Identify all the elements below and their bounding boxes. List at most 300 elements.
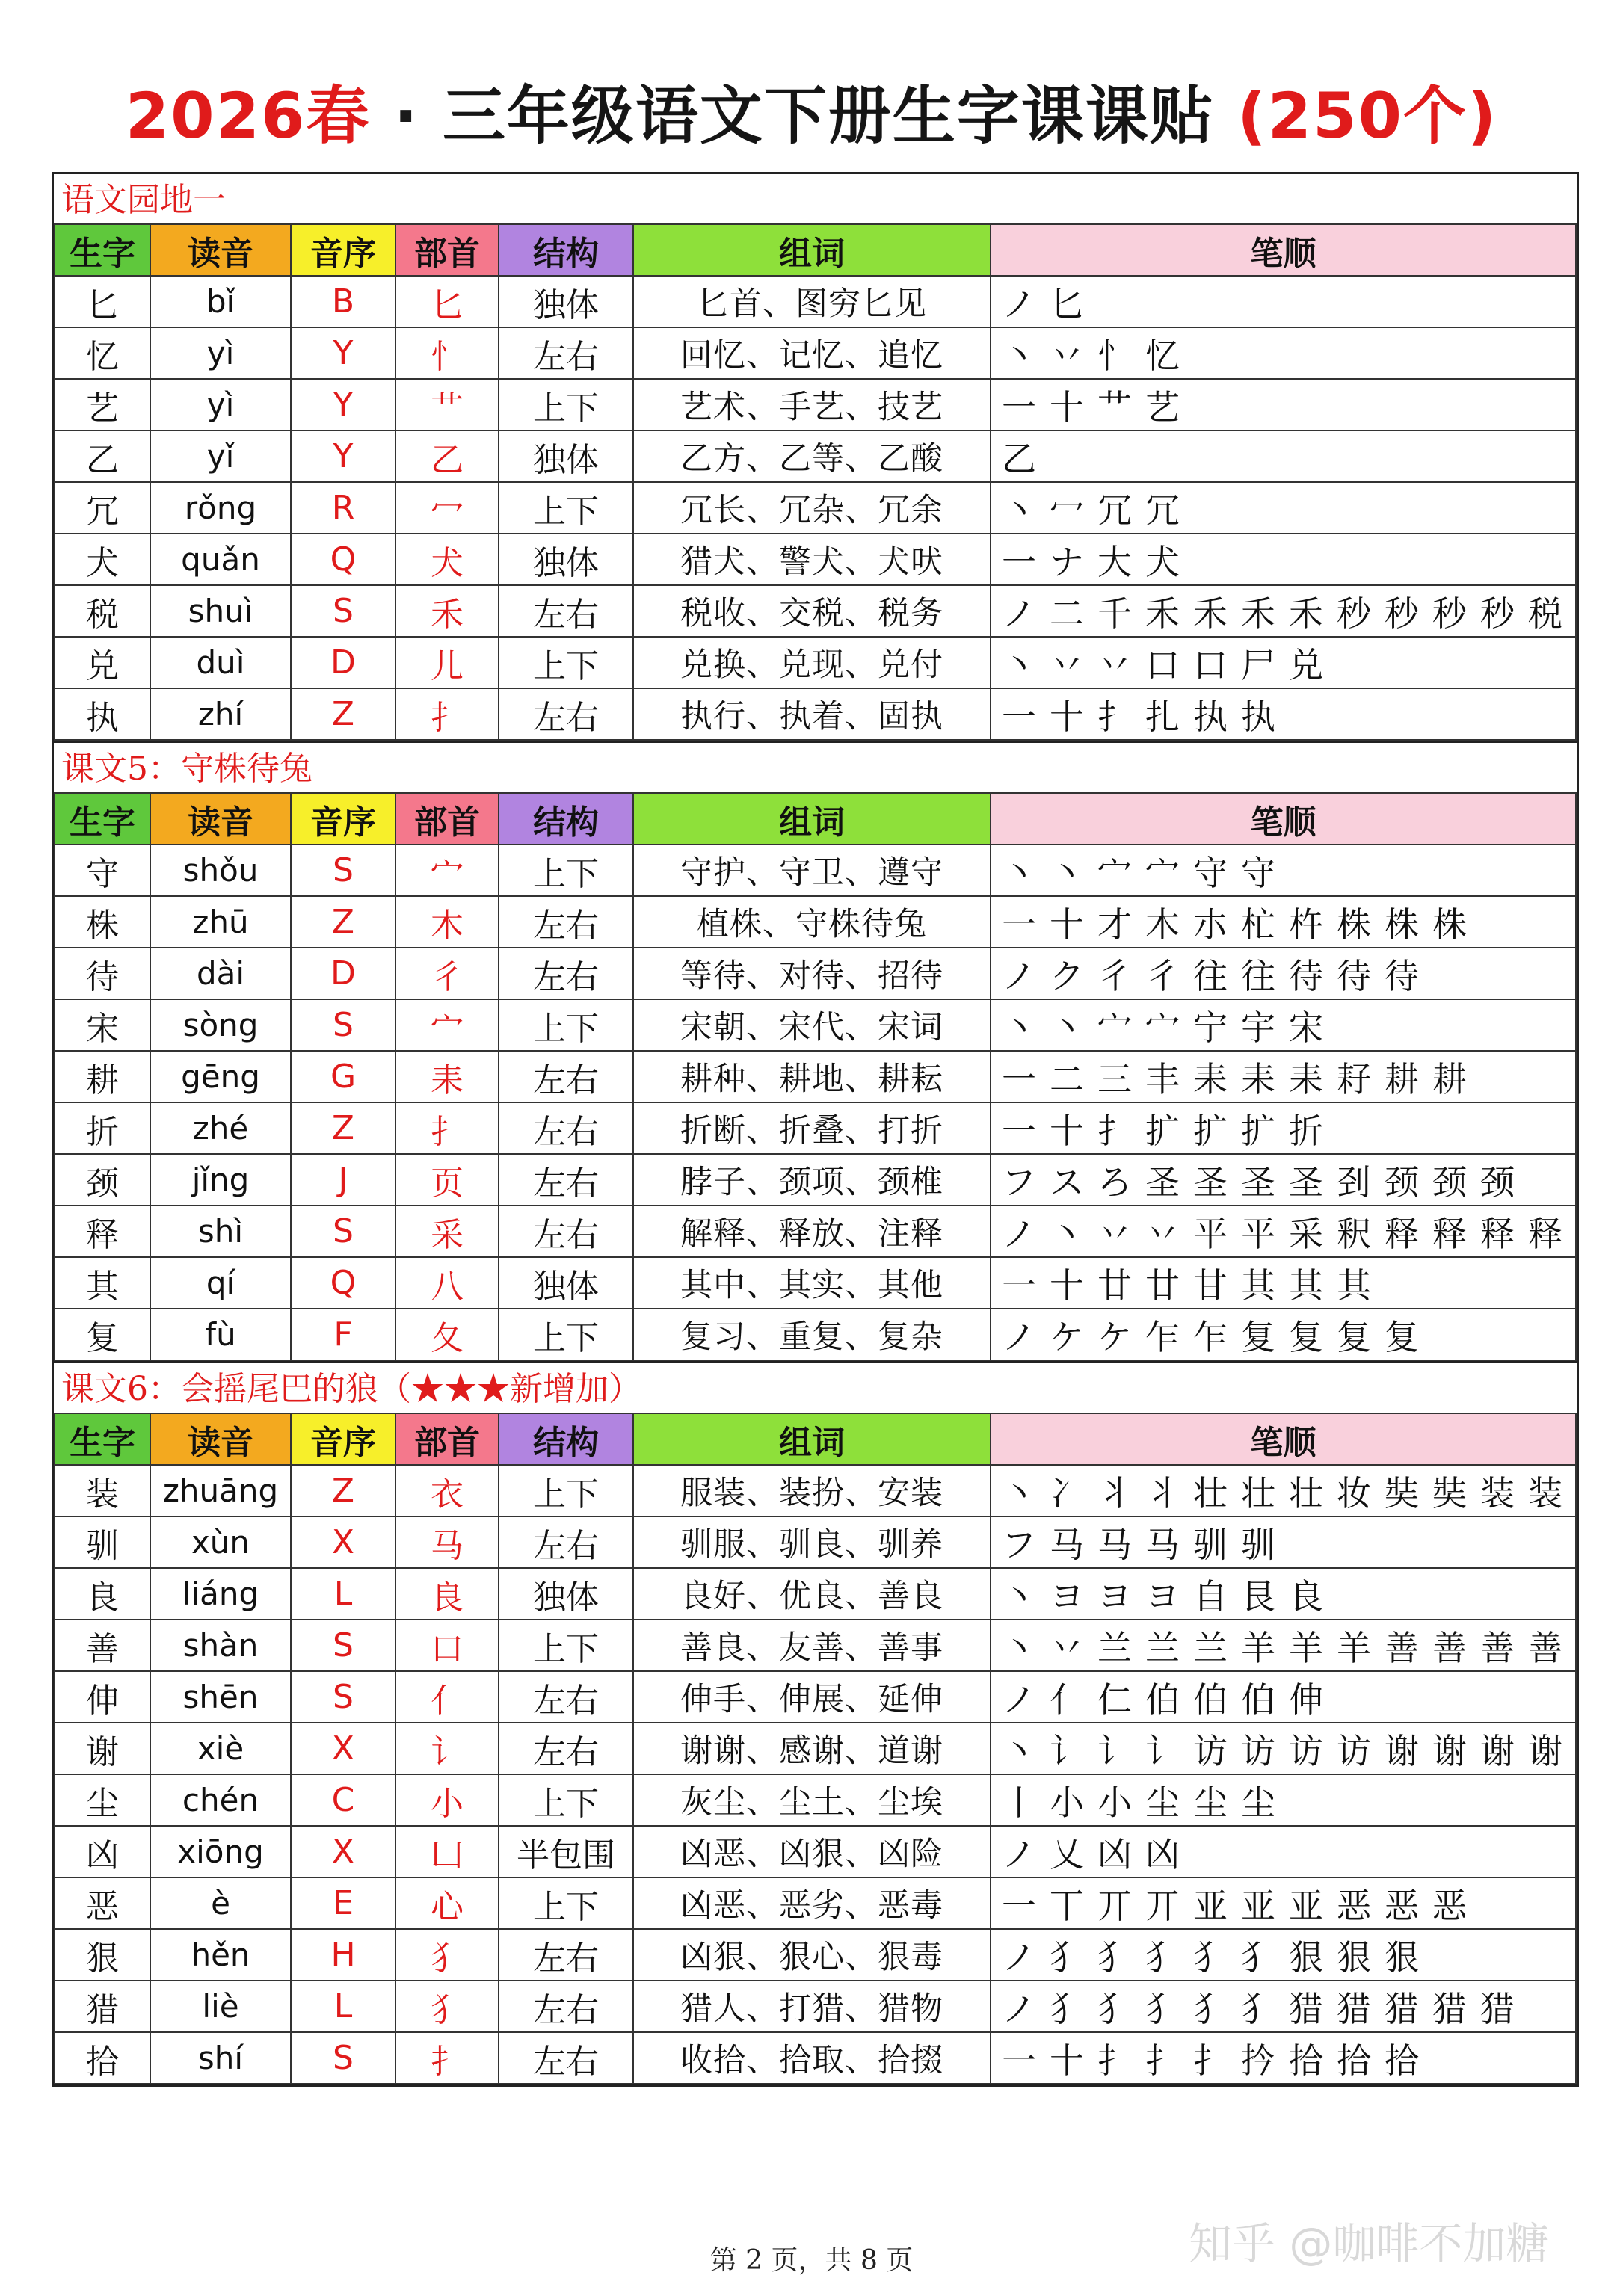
stroke-order-cell [991,1568,1576,1620]
letter-cell: X [291,1516,395,1568]
stroke-step: 往 [1193,955,1228,996]
stroke-step: 复 [1337,1316,1371,1357]
stroke-order-cell [991,1516,1576,1568]
stroke-step: ノ [1002,1679,1036,1720]
radical-cell: 凵 [395,1826,499,1877]
table-row [55,845,1576,896]
structure-cell: 左右 [499,1102,633,1154]
stroke-step: 丨 [1002,1782,1036,1823]
radical-cell: 亻 [395,1671,499,1723]
stroke-step: 伸 [1289,1679,1323,1720]
stroke-step: 一 [1002,1265,1036,1306]
stroke-step: 株 [1432,904,1467,945]
words-cell: 折断、折叠、打折 [633,1102,991,1154]
table-row [55,1516,1576,1568]
words-cell: 匕首、图穷匕见 [633,276,991,327]
header-radical: 部首 [395,793,499,845]
words-cell: 复习、重复、复杂 [633,1309,991,1360]
stroke-step: 伯 [1241,1679,1275,1720]
title-count: (250个) [1237,79,1498,152]
char-cell: 犬 [55,534,150,585]
letter-cell: S [291,585,395,637]
stroke-step: 彳 [1097,955,1132,996]
stroke-step: 犭 [1193,1988,1228,2029]
table-row [55,534,1576,585]
pinyin-cell: sòng [150,999,291,1051]
stroke-step: 平 [1193,1213,1228,1254]
char-cell: 释 [55,1206,150,1257]
stroke-step: 艮 [1241,1576,1275,1617]
stroke-step: 狠 [1337,1937,1371,1978]
table-row [55,430,1576,482]
char-cell: 伸 [55,1671,150,1723]
stroke-step: 匕 [1050,283,1084,324]
stroke-order-cell [991,1929,1576,1981]
char-cell: 宋 [55,999,150,1051]
stroke-step: 扩 [1145,1110,1180,1151]
page-footer: 第 2 页，共 8 页 [709,2245,914,2276]
letter-cell: Z [291,688,395,740]
stroke-step: 尘 [1193,1782,1228,1823]
stroke-step: 犭 [1145,1937,1180,1978]
char-cell: 复 [55,1309,150,1360]
stroke-step: 丶 [1002,644,1036,685]
pinyin-cell: zhū [150,896,291,948]
words-cell: 收拾、拾取、拾掇 [633,2032,991,2084]
table-row [55,482,1576,534]
stroke-step: 自 [1193,1576,1228,1617]
stroke-step: 忆 [1145,335,1180,376]
stroke-step: 二 [1050,1058,1084,1099]
char-cell: 乙 [55,430,150,482]
stroke-step: 折 [1289,1110,1323,1151]
title-dot: · [393,79,419,152]
stroke-step: 一 [1002,904,1036,945]
char-cell: 税 [55,585,150,637]
stroke-step: 千 [1097,593,1132,634]
pinyin-cell: xiōng [150,1826,291,1877]
stroke-step: 驯 [1241,1524,1275,1565]
radical-cell: 犬 [395,534,499,585]
stroke-step: 马 [1145,1524,1180,1565]
stroke-step: 秒 [1432,593,1467,634]
stroke-step: 尸 [1241,644,1275,685]
structure-cell: 左右 [499,1154,633,1206]
char-cell: 恶 [55,1877,150,1929]
stroke-step: 善 [1480,1627,1515,1668]
stroke-order-cell [991,1877,1576,1929]
stroke-step: 木 [1145,904,1180,945]
stroke-step: 犬 [1145,541,1180,582]
pinyin-cell: qí [150,1257,291,1309]
char-cell: 尘 [55,1774,150,1826]
radical-cell: 页 [395,1154,499,1206]
stroke-step: 谢 [1528,1730,1562,1771]
table-row [55,585,1576,637]
stroke-step: 释 [1480,1213,1515,1254]
stroke-step: 乙 [1002,438,1036,479]
stroke-step: ク [1050,955,1084,996]
stroke-step: 秒 [1337,593,1371,634]
stroke-order-cell [991,845,1576,896]
words-cell: 乙方、乙等、乙酸 [633,430,991,482]
radical-cell: 心 [395,1877,499,1929]
letter-cell: Y [291,379,395,430]
stroke-step: 复 [1289,1316,1323,1357]
words-cell: 谢谢、感谢、道谢 [633,1723,991,1774]
stroke-step: 杧 [1241,904,1275,945]
stroke-order-cell [991,1826,1576,1877]
stroke-order-cell [991,327,1576,379]
title-year: 2026春 [125,79,371,152]
letter-cell: Z [291,896,395,948]
pinyin-cell: quǎn [150,534,291,585]
pinyin-cell: shēn [150,1671,291,1723]
stroke-step: ナ [1050,541,1084,582]
stroke-order-cell [991,585,1576,637]
stroke-step: 释 [1432,1213,1467,1254]
stroke-step: 平 [1241,1213,1275,1254]
stroke-step: 小 [1097,1782,1132,1823]
pinyin-cell: shì [150,1206,291,1257]
stroke-step: 小 [1050,1782,1084,1823]
page-title [0,71,1623,161]
stroke-step: 善 [1385,1627,1419,1668]
stroke-order-cell [991,1620,1576,1671]
words-cell: 凶恶、恶劣、恶毒 [633,1877,991,1929]
table-row [55,948,1576,999]
stroke-step: 狠 [1289,1937,1323,1978]
header-words: 组词 [633,224,991,276]
structure-cell: 上下 [499,1620,633,1671]
pinyin-cell: zhé [150,1102,291,1154]
stroke-step: 兰 [1097,1627,1132,1668]
stroke-step: 拾 [1337,2040,1371,2081]
words-cell: 植株、守株待兔 [633,896,991,948]
table-row [55,276,1576,327]
letter-cell: S [291,2032,395,2084]
stroke-step: 廿 [1097,1265,1132,1306]
stroke-step: 谢 [1480,1730,1515,1771]
structure-cell: 上下 [499,1774,633,1826]
table-row [55,1671,1576,1723]
stroke-step: 十 [1050,2040,1084,2081]
char-cell: 装 [55,1465,150,1516]
radical-cell: 禾 [395,585,499,637]
stroke-step: ケ [1050,1316,1084,1357]
stroke-step: 艺 [1145,386,1180,428]
stroke-step: 丶 [1002,1627,1036,1668]
stroke-step: 伯 [1145,1679,1180,1720]
char-cell: 匕 [55,276,150,327]
structure-cell: 上下 [499,482,633,534]
stroke-step: 宀 [1097,852,1132,893]
stroke-step: ろ [1097,1161,1132,1203]
stroke-step: 株 [1385,904,1419,945]
table-row [55,1826,1576,1877]
radical-cell: 犭 [395,1981,499,2032]
pinyin-cell: zhuāng [150,1465,291,1516]
structure-cell: 左右 [499,688,633,740]
words-cell: 等待、对待、招待 [633,948,991,999]
stroke-step: 宇 [1241,1007,1275,1048]
stroke-step: 释 [1385,1213,1419,1254]
stroke-step: 十 [1050,1110,1084,1151]
stroke-step: 扌 [1145,2040,1180,2081]
stroke-step: 口 [1193,644,1228,685]
pinyin-cell: shǒu [150,845,291,896]
pinyin-cell: jǐng [150,1154,291,1206]
character-table [54,223,1577,741]
words-cell: 驯服、驯良、驯养 [633,1516,991,1568]
stroke-step: 丷 [1097,1213,1132,1254]
stroke-step: 颈 [1385,1161,1419,1203]
words-cell: 宋朝、宋代、宋词 [633,999,991,1051]
header-letter: 音序 [291,1413,395,1465]
pinyin-cell: yì [150,379,291,430]
table-row [55,1051,1576,1102]
stroke-step: 守 [1193,852,1228,893]
header-pinyin: 读音 [150,224,291,276]
header-radical: 部首 [395,224,499,276]
stroke-step: 猎 [1385,1988,1419,2029]
pinyin-cell: liè [150,1981,291,2032]
table-row [55,999,1576,1051]
stroke-step: 丷 [1050,335,1084,376]
radical-cell: 宀 [395,845,499,896]
char-cell: 冗 [55,482,150,534]
stroke-step: 羊 [1337,1627,1371,1668]
char-cell: 执 [55,688,150,740]
stroke-step: 宀 [1097,1007,1132,1048]
stroke-step: 壮 [1193,1472,1228,1513]
stroke-step: 守 [1241,852,1275,893]
stroke-step: 犭 [1097,1988,1132,2029]
structure-cell: 左右 [499,1981,633,2032]
stroke-step: 丶 [1050,1007,1084,1048]
letter-cell: S [291,1620,395,1671]
pinyin-cell: gēng [150,1051,291,1102]
stroke-step: 釈 [1337,1213,1371,1254]
stroke-step: 丬 [1145,1472,1180,1513]
table-row [55,1929,1576,1981]
stroke-step: 三 [1097,1058,1132,1099]
stroke-order-cell [991,1723,1576,1774]
stroke-step: ノ [1002,593,1036,634]
stroke-order-cell [991,948,1576,999]
stroke-order-cell [991,637,1576,688]
stroke-step: 释 [1528,1213,1562,1254]
letter-cell: S [291,1206,395,1257]
char-cell: 兑 [55,637,150,688]
radical-cell: 扌 [395,1102,499,1154]
stroke-step: 扲 [1241,2040,1275,2081]
letter-cell: F [291,1309,395,1360]
pinyin-cell: bǐ [150,276,291,327]
stroke-step: ヨ [1050,1576,1084,1617]
stroke-step: 颈 [1480,1161,1515,1203]
letter-cell: H [291,1929,395,1981]
structure-cell: 独体 [499,1257,633,1309]
stroke-step: 艹 [1097,386,1132,428]
char-cell: 忆 [55,327,150,379]
header-pinyin: 读音 [150,793,291,845]
stroke-step: 恶 [1385,1885,1419,1926]
radical-cell: 冖 [395,482,499,534]
structure-cell: 左右 [499,948,633,999]
table-header-row [55,224,1576,276]
stroke-step: 丶 [1002,1472,1036,1513]
title-main: 三年级语文下册生字课课贴 [442,79,1214,152]
stroke-step: 宁 [1193,1007,1228,1048]
words-cell: 解释、释放、注释 [633,1206,991,1257]
letter-cell: D [291,948,395,999]
stroke-step: 讠 [1050,1730,1084,1771]
stroke-step: ノ [1002,1213,1036,1254]
header-char: 生字 [55,224,150,276]
structure-cell: 上下 [499,999,633,1051]
stroke-step: ノ [1002,1937,1036,1978]
stroke-step: 丶 [1002,1730,1036,1771]
header-char: 生字 [55,1413,150,1465]
words-cell: 税收、交税、税务 [633,585,991,637]
stroke-step: 犭 [1145,1988,1180,2029]
letter-cell: R [291,482,395,534]
char-cell: 折 [55,1102,150,1154]
structure-cell: 左右 [499,1929,633,1981]
stroke-order-cell [991,276,1576,327]
character-table [54,1413,1577,2084]
stroke-step: フ [1002,1524,1036,1565]
table-row [55,1620,1576,1671]
stroke-step: 拾 [1385,2040,1419,2081]
char-cell: 株 [55,896,150,948]
table-row [55,1981,1576,2032]
stroke-step: 访 [1289,1730,1323,1771]
stroke-step: 仁 [1097,1679,1132,1720]
stroke-step: 谢 [1385,1730,1419,1771]
stroke-step: 驯 [1193,1524,1228,1565]
pinyin-cell: hěn [150,1929,291,1981]
stroke-order-cell [991,999,1576,1051]
words-cell: 灰尘、尘土、尘埃 [633,1774,991,1826]
structure-cell: 独体 [499,430,633,482]
stroke-step: 犭 [1097,1937,1132,1978]
stroke-step: 执 [1241,696,1275,737]
pinyin-cell: zhí [150,688,291,740]
stroke-step: 丅 [1050,1885,1084,1926]
words-cell: 守护、守卫、遵守 [633,845,991,896]
stroke-step: 一 [1002,386,1036,428]
radical-cell: 八 [395,1257,499,1309]
stroke-step: 才 [1097,904,1132,945]
char-cell: 其 [55,1257,150,1309]
table-row [55,327,1576,379]
stroke-step: 猎 [1432,1988,1467,2029]
header-strokes: 笔顺 [991,224,1576,276]
radical-cell: 夂 [395,1309,499,1360]
letter-cell: D [291,637,395,688]
stroke-step: 彳 [1145,955,1180,996]
watermark: 知乎 @咖啡不加糖 [1189,2218,1550,2269]
stroke-step: 猎 [1337,1988,1371,2029]
stroke-order-cell [991,1257,1576,1309]
words-cell: 执行、执着、固执 [633,688,991,740]
radical-cell: 艹 [395,379,499,430]
letter-cell: X [291,1826,395,1877]
radical-cell: 儿 [395,637,499,688]
stroke-step: 良 [1289,1576,1323,1617]
stroke-order-cell [991,430,1576,482]
stroke-step: 兑 [1289,644,1323,685]
character-table [54,792,1577,1361]
stroke-step: ヨ [1145,1576,1180,1617]
radical-cell: 犭 [395,1929,499,1981]
pinyin-cell: duì [150,637,291,688]
stroke-step: 耕 [1385,1058,1419,1099]
stroke-step: 十 [1050,386,1084,428]
stroke-order-cell [991,379,1576,430]
stroke-order-cell [991,1206,1576,1257]
stroke-step: 凶 [1145,1833,1180,1874]
stroke-step: 丬 [1097,1472,1132,1513]
stroke-step: 装 [1480,1472,1515,1513]
stroke-step: 壮 [1241,1472,1275,1513]
table-header-row [55,793,1576,845]
stroke-step: 凶 [1097,1833,1132,1874]
stroke-step: 羊 [1289,1627,1323,1668]
char-cell: 耕 [55,1051,150,1102]
header-radical: 部首 [395,1413,499,1465]
stroke-step: 耕 [1432,1058,1467,1099]
structure-cell: 半包围 [499,1826,633,1877]
pinyin-cell: chén [150,1774,291,1826]
stroke-step: ノ [1002,1316,1036,1357]
header-letter: 音序 [291,793,395,845]
stroke-step: 其 [1241,1265,1275,1306]
stroke-step: 扌 [1097,1110,1132,1151]
radical-cell: 耒 [395,1051,499,1102]
table-row [55,637,1576,688]
stroke-step: 丰 [1145,1058,1180,1099]
stroke-order-cell [991,1051,1576,1102]
stroke-step: 尘 [1241,1782,1275,1823]
table-row [55,1102,1576,1154]
stroke-step: 善 [1432,1627,1467,1668]
stroke-order-cell [991,534,1576,585]
structure-cell: 左右 [499,1516,633,1568]
stroke-step: 伯 [1193,1679,1228,1720]
stroke-step: 丶 [1002,1576,1036,1617]
stroke-step: 羊 [1241,1627,1275,1668]
pinyin-cell: yì [150,327,291,379]
letter-cell: Q [291,534,395,585]
stroke-step: 扩 [1241,1110,1275,1151]
stroke-step: 宀 [1145,852,1180,893]
letter-cell: S [291,999,395,1051]
stroke-order-cell [991,1154,1576,1206]
stroke-step: 乍 [1193,1316,1228,1357]
stroke-step: 善 [1528,1627,1562,1668]
table-row [55,1257,1576,1309]
stroke-step: 宋 [1289,1007,1323,1048]
section-heading: 课文5：守株待兔 [54,741,1577,792]
char-cell: 良 [55,1568,150,1620]
words-cell: 兑换、兑现、兑付 [633,637,991,688]
letter-cell: L [291,1568,395,1620]
char-cell: 待 [55,948,150,999]
radical-cell: 忄 [395,327,499,379]
